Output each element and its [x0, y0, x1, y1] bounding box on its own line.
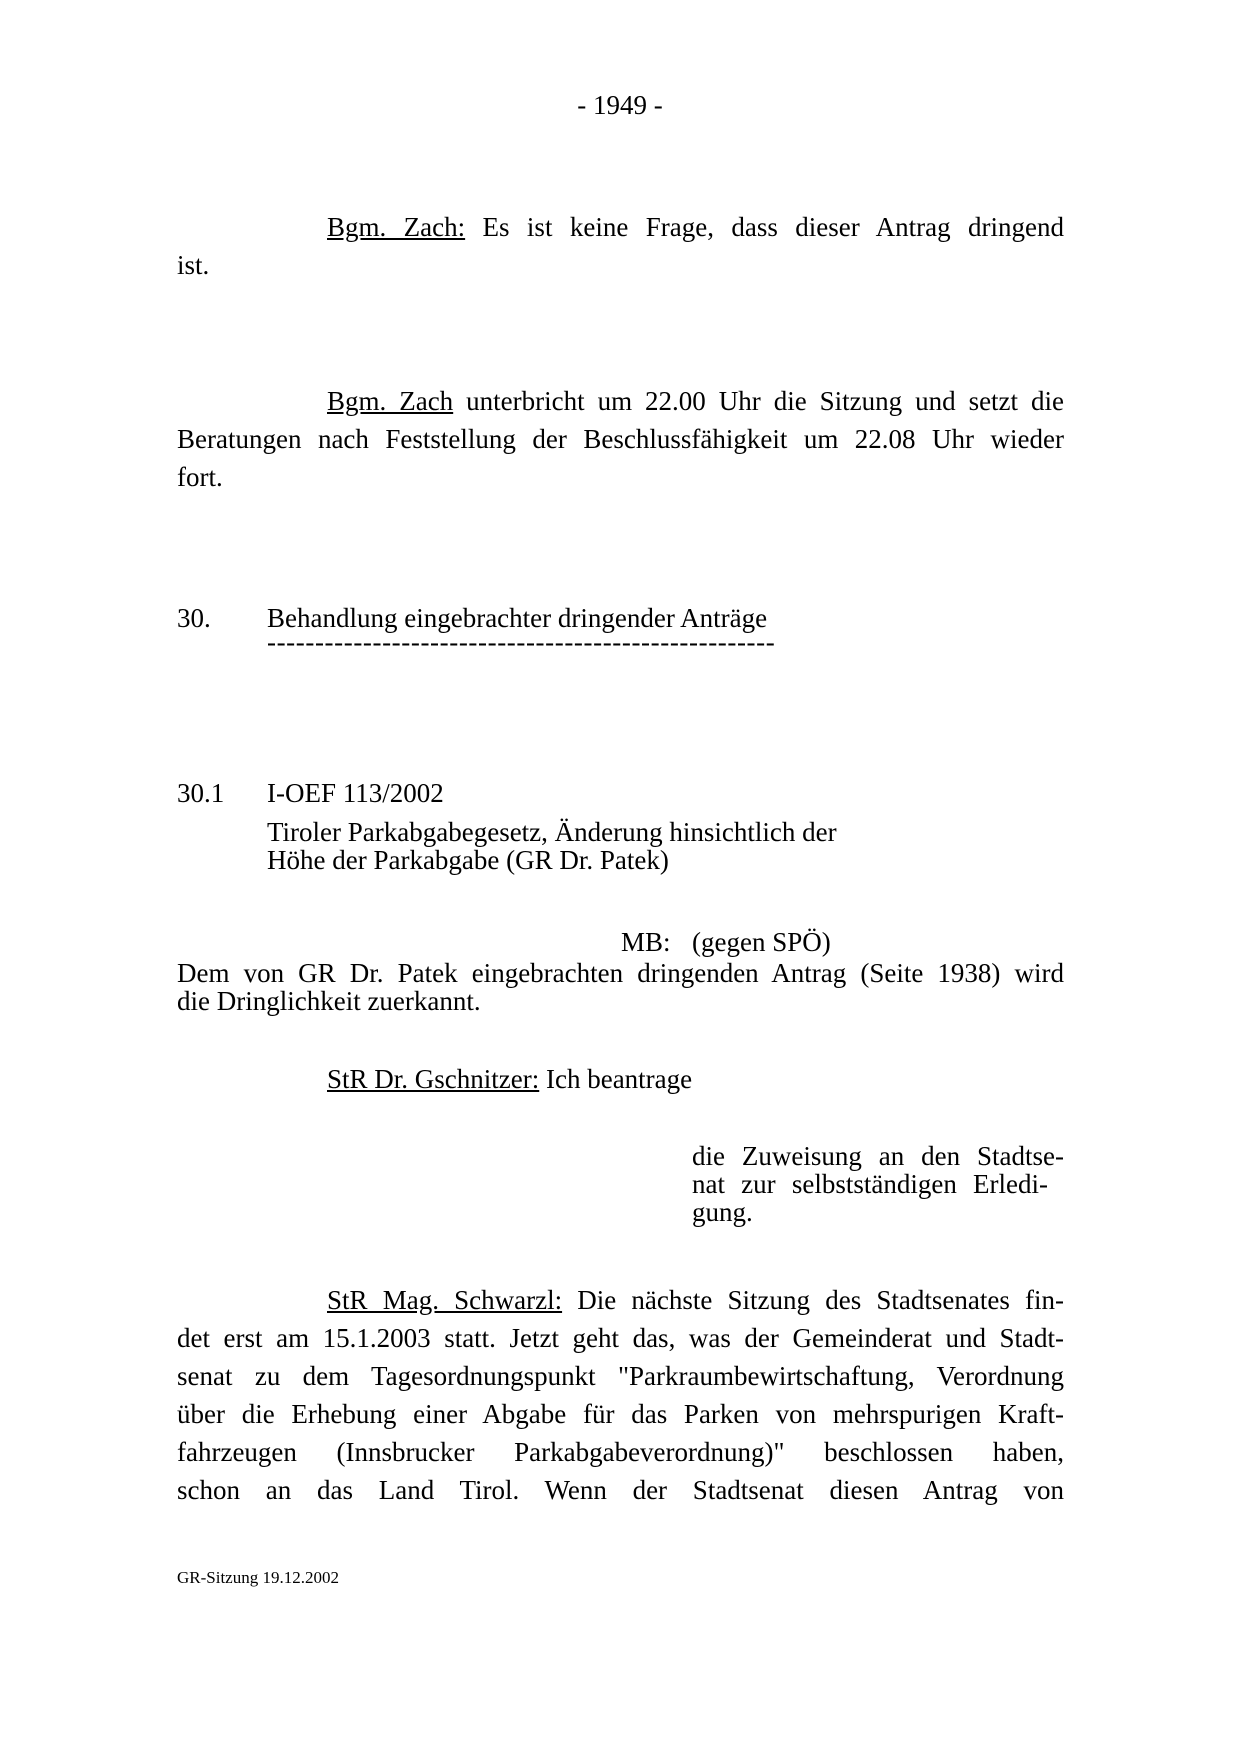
block4-line6: schon an das Land Tirol. Wenn der Stadtsenat diesen Antrag von — [177, 1475, 1064, 1505]
speaker-name: StR Dr. Gschnitzer: — [327, 1064, 540, 1094]
motion-line2: nat zur selbstständigen Erledi- — [692, 1169, 1048, 1199]
block4-line5: fahrzeugen (Innsbrucker Parkabgabeverordnung)" beschlossen haben, — [177, 1437, 1064, 1467]
block2-line2: Beratungen nach Feststellung der Beschlussfähigkeit um 22.08 Uhr wieder — [177, 424, 1064, 454]
block1-line1 — [327, 208, 1064, 246]
speaker-name: Bgm. Zach: — [327, 212, 466, 242]
statement-text: unterbricht um 22.00 Uhr die Sitzung und setzt die — [466, 386, 1064, 416]
statement-text: Die nächste Sitzung des Stadtsenates fin- — [577, 1285, 1064, 1315]
item-title-line2: Höhe der Parkabgabe (GR Dr. Patek) — [267, 845, 669, 875]
section-rule: ----------------------------------------------------- — [267, 627, 776, 657]
mb-value: (gegen SPÖ) — [692, 927, 831, 957]
block4-line3: senat zu dem Tagesordnungspunkt "Parkraumbewirtschaftung, Verordnung — [177, 1361, 1064, 1391]
speaker-name: Bgm. Zach — [327, 386, 454, 416]
block4-line1 — [327, 1281, 1064, 1319]
item-title-line1: Tiroler Parkabgabegesetz, Änderung hinsichtlich der — [267, 817, 837, 847]
block3-line1 — [327, 1060, 692, 1098]
page-number: - 1949 - — [577, 90, 663, 120]
item-number: 30.1 — [177, 778, 225, 808]
decision-line1: Dem von GR Dr. Patek eingebrachten dringenden Antrag (Seite 1938) wird — [177, 958, 1064, 988]
section-number: 30. — [177, 603, 211, 633]
block4-line2: det erst am 15.1.2003 statt. Jetzt geht das, was der Gemeinderat und Stadt- — [177, 1323, 1064, 1353]
block2-line1 — [327, 382, 1064, 420]
motion-line1: die Zuweisung an den Stadtse- — [692, 1141, 1064, 1171]
block4-line4: über die Erhebung einer Abgabe für das Parken von mehrspurigen Kraft- — [177, 1399, 1064, 1429]
item-code: I-OEF 113/2002 — [267, 778, 444, 808]
block2-line3: fort. — [177, 462, 223, 492]
statement-text: Ich beantrage — [545, 1064, 693, 1094]
speaker-name: StR Mag. Schwarzl: — [327, 1285, 563, 1315]
motion-line3: gung. — [692, 1197, 753, 1227]
statement-text: Es ist keine Frage, dass dieser Antrag dringend — [482, 212, 1064, 242]
footer: GR-Sitzung 19.12.2002 — [177, 1568, 339, 1587]
decision-line2: die Dringlichkeit zuerkannt. — [177, 986, 481, 1016]
mb-label: MB: — [621, 927, 671, 957]
section-title: Behandlung eingebrachter dringender Anträge — [267, 603, 768, 633]
block1-continuation: ist. — [177, 250, 210, 280]
